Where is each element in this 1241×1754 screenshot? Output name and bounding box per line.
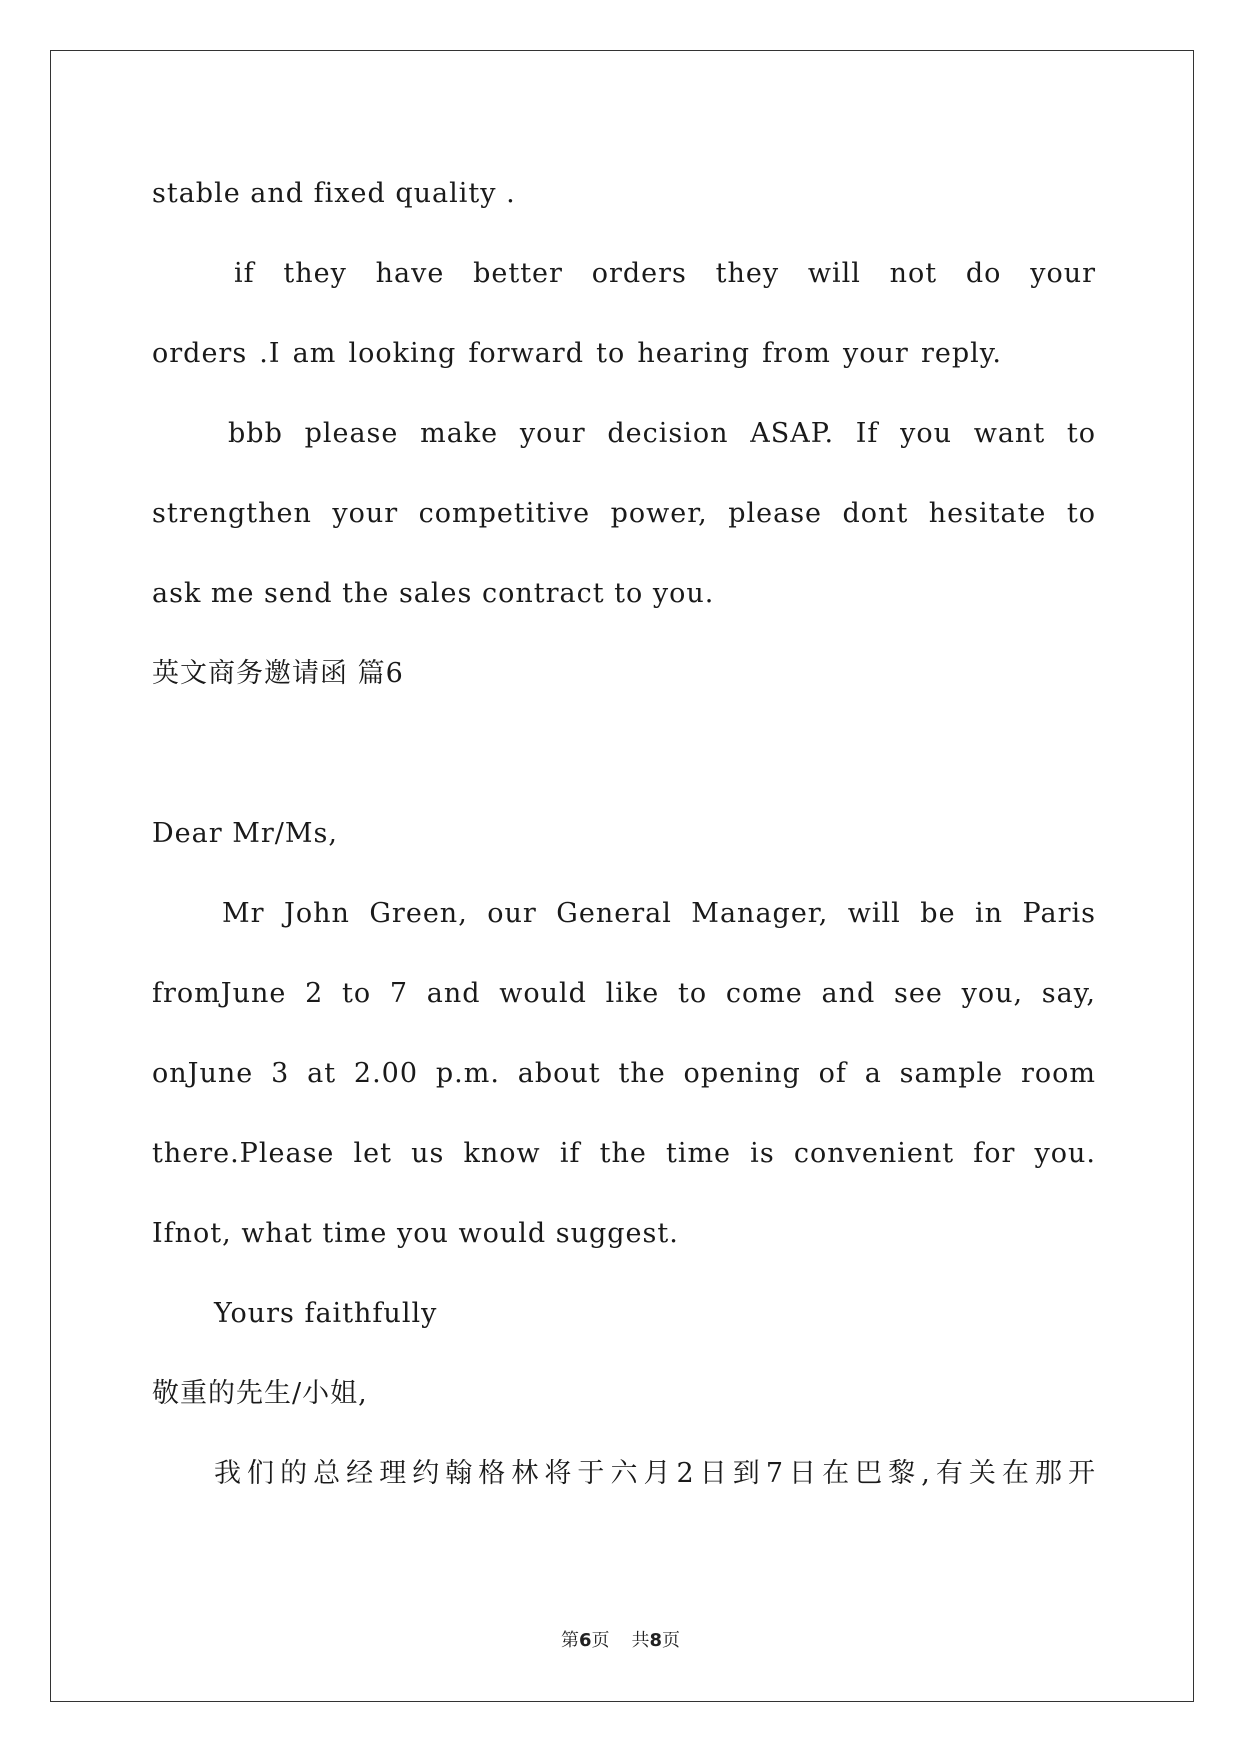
- text-line: if they have better orders they will not do your: [234, 258, 1096, 289]
- text-line: ask me send the sales contract to you.: [152, 578, 715, 609]
- text-line: Mr John Green, our General Manager, will be in Paris: [222, 898, 1096, 929]
- text-line: stable and fixed quality .: [152, 178, 516, 209]
- text-line: bbb please make your decision ASAP. If you want to: [228, 418, 1096, 449]
- text-line: 我们的总经理约翰格林将于六月2日到7日在巴黎,有关在那开: [214, 1458, 1096, 1489]
- text-line: there.Please let us know if the time is convenient for you.: [152, 1138, 1096, 1169]
- footer-page-unit: 页: [591, 1630, 610, 1651]
- closing: Yours faithfully: [214, 1298, 438, 1329]
- text-line: orders .I am looking forward to hearing from your reply.: [152, 338, 1002, 369]
- text-line: 敬重的先生/小姐,: [152, 1378, 368, 1409]
- footer-prefix: 第: [560, 1630, 579, 1651]
- section-heading: 英文商务邀请函 篇6: [152, 658, 404, 689]
- salutation: Dear Mr/Ms,: [152, 818, 338, 849]
- text-line: fromJune 2 to 7 and would like to come and see you, say,: [152, 978, 1096, 1009]
- text-line: strengthen your competitive power, please dont hesitate to: [152, 498, 1096, 529]
- page-footer: [0, 1626, 1241, 1652]
- total-pages-number: 8: [649, 1630, 663, 1651]
- footer-total-prefix: 共: [631, 1630, 650, 1651]
- text-line: Ifnot, what time you would suggest.: [152, 1218, 679, 1249]
- footer-total-unit: 页: [662, 1630, 681, 1651]
- current-page-number: 6: [578, 1630, 592, 1651]
- text-line: onJune 3 at 2.00 p.m. about the opening of a sample room: [152, 1058, 1096, 1089]
